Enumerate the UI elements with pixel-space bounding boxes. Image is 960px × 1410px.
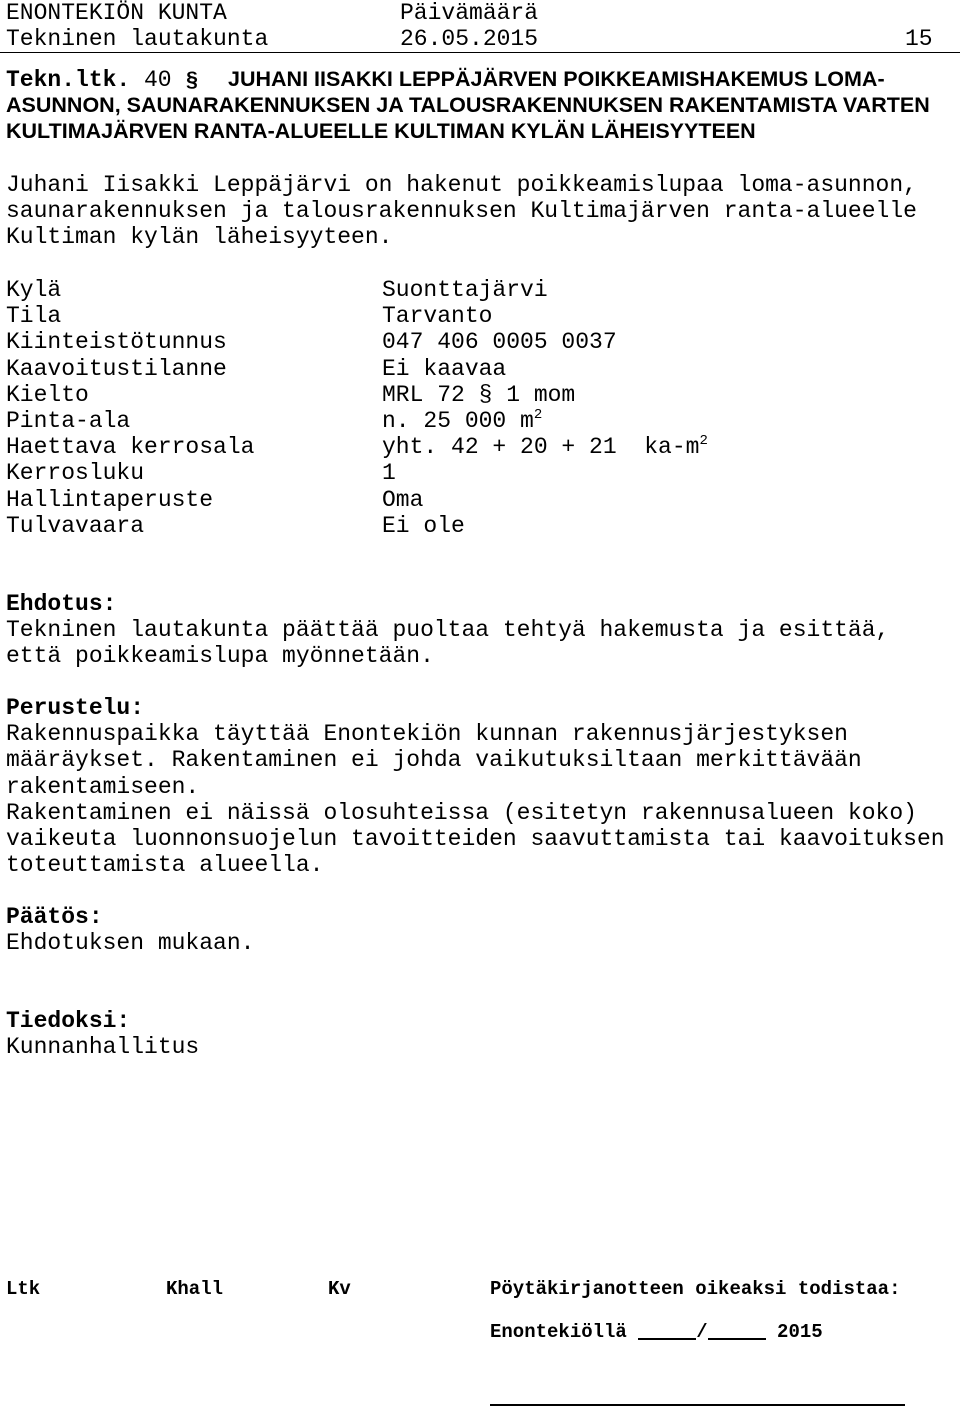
organization-name: ENONTEKIÖN KUNTA <box>6 0 227 26</box>
proposal-section <box>6 591 889 670</box>
date-blank-day <box>638 1324 696 1340</box>
justification-line: toteuttamista alueella. <box>6 852 324 879</box>
header-divider <box>0 52 960 53</box>
for-information-section <box>6 1008 199 1060</box>
detail-value-container <box>382 408 542 434</box>
property-details <box>6 277 946 539</box>
detail-value: 1 <box>382 460 396 487</box>
date-blank-month <box>708 1324 766 1340</box>
detail-label: Kaavoitustilanne <box>6 355 227 382</box>
detail-value-container <box>382 434 708 460</box>
justification-line: Rakentaminen ei näissä olosuhteissa (esitetyn rakennusalueen koko) <box>6 799 917 826</box>
title-line-3: KULTIMAJÄRVEN RANTA-ALUEELLE KULTIMAN KYLÄN LÄHEISYYTEEN <box>6 119 756 143</box>
certification-place: Enontekiöllä <box>490 1321 627 1343</box>
detail-label: Kerrosluku <box>6 460 145 487</box>
date-label: Päivämäärä <box>400 0 539 26</box>
proposal-line: että poikkeamislupa myönnetään. <box>6 643 434 670</box>
committee-name: Tekninen lautakunta <box>6 26 269 52</box>
detail-value: Suonttajärvi <box>382 277 548 303</box>
detail-value: Tarvanto <box>382 303 493 330</box>
signature-line <box>490 1404 905 1406</box>
detail-label: Pinta-ala <box>6 407 131 434</box>
detail-label: Hallintaperuste <box>6 486 214 513</box>
justification-heading: Perustelu: <box>6 695 145 721</box>
section-number: 40 <box>144 67 172 93</box>
proposal-heading: Ehdotus: <box>6 591 117 617</box>
justification-line: määräykset. Rakentaminen ei johda vaikutuksiltaan merkittävään <box>6 747 862 774</box>
detail-value: 047 406 0005 0037 <box>382 329 617 356</box>
for-information-line: Kunnanhallitus <box>6 1034 200 1061</box>
detail-row-floor-area <box>6 434 946 460</box>
date-separator: / <box>696 1321 708 1343</box>
footer-approval-ltk: Ltk <box>6 1278 41 1300</box>
justification-section <box>6 695 945 878</box>
page-number: 15 <box>905 26 933 52</box>
detail-label: Kylä <box>6 277 62 303</box>
detail-label: Tulvavaara <box>6 512 145 539</box>
proposal-line: Tekninen lautakunta päättää puoltaa tehtyä hakemusta ja esittää, <box>6 617 890 644</box>
title-line-2: ASUNNON, SAUNARAKENNUKSEN JA TALOUSRAKENNUKSEN RAKENTAMISTA VARTEN <box>6 93 930 117</box>
detail-value: Ei ole <box>382 512 465 539</box>
decision-heading: Päätös: <box>6 904 103 930</box>
intro-line: saunarakennuksen ja talousrakennuksen Kultimajärven ranta-alueelle <box>6 198 917 225</box>
detail-value: Oma <box>382 486 424 513</box>
detail-label: Kiinteistötunnus <box>6 329 227 356</box>
detail-label: Tila <box>6 303 62 330</box>
detail-row-zoning <box>6 356 946 382</box>
detail-value: MRL 72 § 1 mom <box>382 381 576 408</box>
detail-row-estate <box>6 303 946 329</box>
detail-superscript: 2 <box>699 433 708 450</box>
justification-line: Rakennuspaikka täyttää Enontekiön kunnan rakennusjärjestyksen <box>6 721 848 748</box>
footer-approval-khall: Khall <box>166 1278 224 1300</box>
intro-line: Kultiman kylän läheisyyteen. <box>6 224 393 251</box>
detail-row-village <box>6 277 946 303</box>
detail-label: Haettava kerrosala <box>6 434 255 461</box>
detail-value: yht. 42 + 20 + 21 ka-m <box>382 434 700 461</box>
certification-year: 2015 <box>777 1321 823 1343</box>
detail-row-area <box>6 408 946 434</box>
certification-date-line <box>490 1321 823 1343</box>
detail-label: Kielto <box>6 381 89 408</box>
section-sign: § <box>186 67 198 91</box>
detail-row-tenure <box>6 487 946 513</box>
justification-line: rakentamiseen. <box>6 773 200 800</box>
intro-paragraph <box>6 172 917 251</box>
for-information-heading: Tiedoksi: <box>6 1008 131 1034</box>
detail-row-flood-risk <box>6 513 946 539</box>
detail-superscript: 2 <box>533 406 543 423</box>
justification-line: vaikeuta luonnonsuojelun tavoitteiden saavuttamista tai kaavoituksen <box>6 825 945 852</box>
decision-section <box>6 904 254 956</box>
intro-line: Juhani Iisakki Leppäjärvi on hakenut poikkeamislupaa loma-asunnon, <box>6 172 917 198</box>
decision-line: Ehdotuksen mukaan. <box>6 930 255 957</box>
meeting-date: 26.05.2015 <box>400 26 539 52</box>
detail-value: Ei kaavaa <box>382 355 507 382</box>
section-prefix: Tekn.ltk. <box>6 67 131 93</box>
detail-row-prohibition <box>6 382 946 408</box>
certification-label: Pöytäkirjanotteen oikeaksi todistaa: <box>490 1278 901 1300</box>
detail-value: n. 25 000 m <box>382 407 534 434</box>
detail-row-floors <box>6 460 946 486</box>
detail-row-property-id <box>6 329 946 355</box>
title-line-1: JUHANI IISAKKI LEPPÄJÄRVEN POIKKEAMISHAKEMUS LOMA- <box>228 67 885 91</box>
footer-approval-kv: Kv <box>328 1278 351 1300</box>
